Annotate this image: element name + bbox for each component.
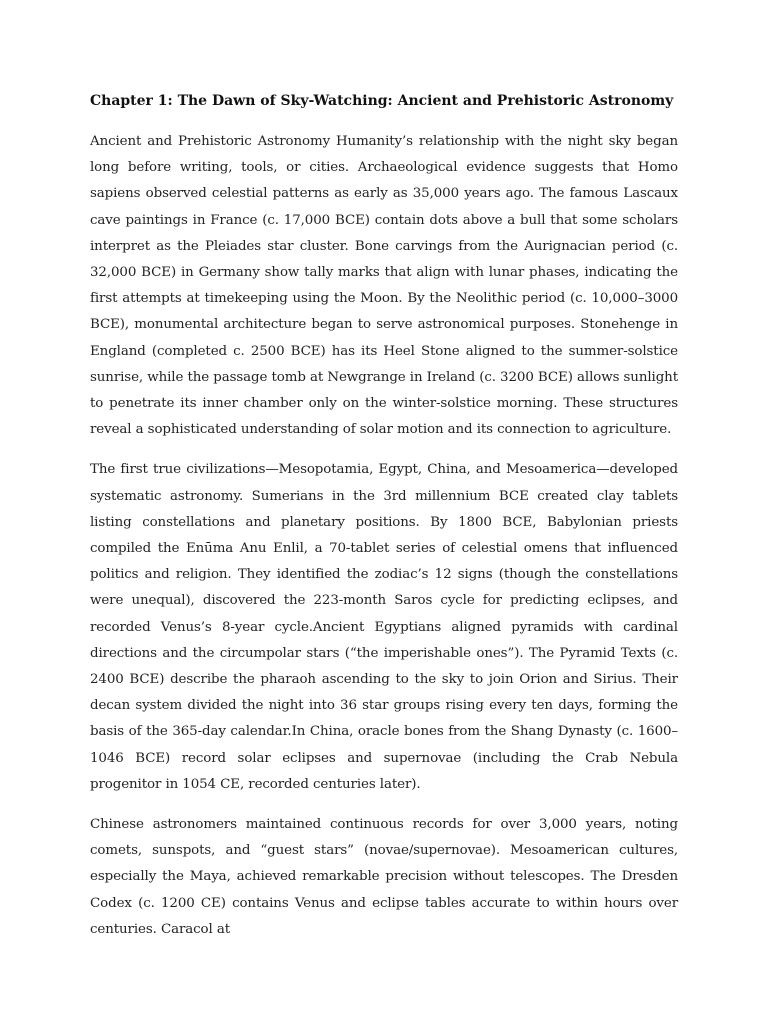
chapter-title: Chapter 1: The Dawn of Sky-Watching: Ancient and Prehistoric Astronomy [90,93,674,109]
paragraph-prehistoric-astronomy: Ancient and Prehistoric Astronomy Humanity’s relationship with the night sky began long before writing, tools, or cities. Archaeological evidence suggests that Homo sapiens observed celestial patterns as early as 35,000 years ago. The famous Lascaux cave paintings in France (c. 17,000 BCE) contain dots above a bull that some scholars interpret as the Pleiades star cluster. Bone carvings from the Aurignacian period (c. 32,000 BCE) in Germany show tally marks that align with lunar phases, indicating the first attempts at timekeeping using the Moon. By the Neolithic period (c. 10,000–3000 BCE), monumental architecture began to serve astronomical purposes. Stonehenge in England (completed c. 2500 BCE) has its Heel Stone aligned to the summer-solstice sunrise, while the passage tomb at Newgrange in Ireland (c. 3200 BCE) allows sunlight to penetrate its inner chamber only on the winter-solstice morning. These structures reveal a sophisticated understanding of solar motion and its connection to agriculture. [90,134,678,438]
paragraph-first-civilizations: The first true civilizations—Mesopotamia, Egypt, China, and Mesoamerica—developed systematic astronomy. Sumerians in the 3rd millennium BCE created clay tablets listing constellations and planetary positions. By 1800 BCE, Babylonian priests compiled the Enūma Anu Enlil, a 70-tablet series of celestial omens that influenced politics and religion. They identified the zodiac’s 12 signs (though the constellations were unequal), discovered the 223-month Saros cycle for predicting eclipses, and recorded Venus’s 8-year cycle.Ancient Egyptians aligned pyramids with cardinal directions and the circumpolar stars (“the imperishable ones”). The Pyramid Texts (c. 2400 BCE) describe the pharaoh ascending to the sky to join Orion and Sirius. Their decan system divided the night into 36 star groups rising every ten days, forming the basis of the 365-day calendar.In China, oracle bones from the Shang Dynasty (c. 1600–1046 BCE) record solar eclipses and supernovae (including the Crab Nebula progenitor in 1054 CE, recorded centuries later). [90,462,678,792]
paragraph-chinese-and-mesoamerican: Chinese astronomers maintained continuous records for over 3,000 years, noting comets, sunspots, and “guest stars” (novae/supernovae). Mesoamerican cultures, especially the Maya, achieved remarkable precision without telescopes. The Dresden Codex (c. 1200 CE) contains Venus and eclipse tables accurate to within hours over centuries. Caracol at [90,817,678,937]
